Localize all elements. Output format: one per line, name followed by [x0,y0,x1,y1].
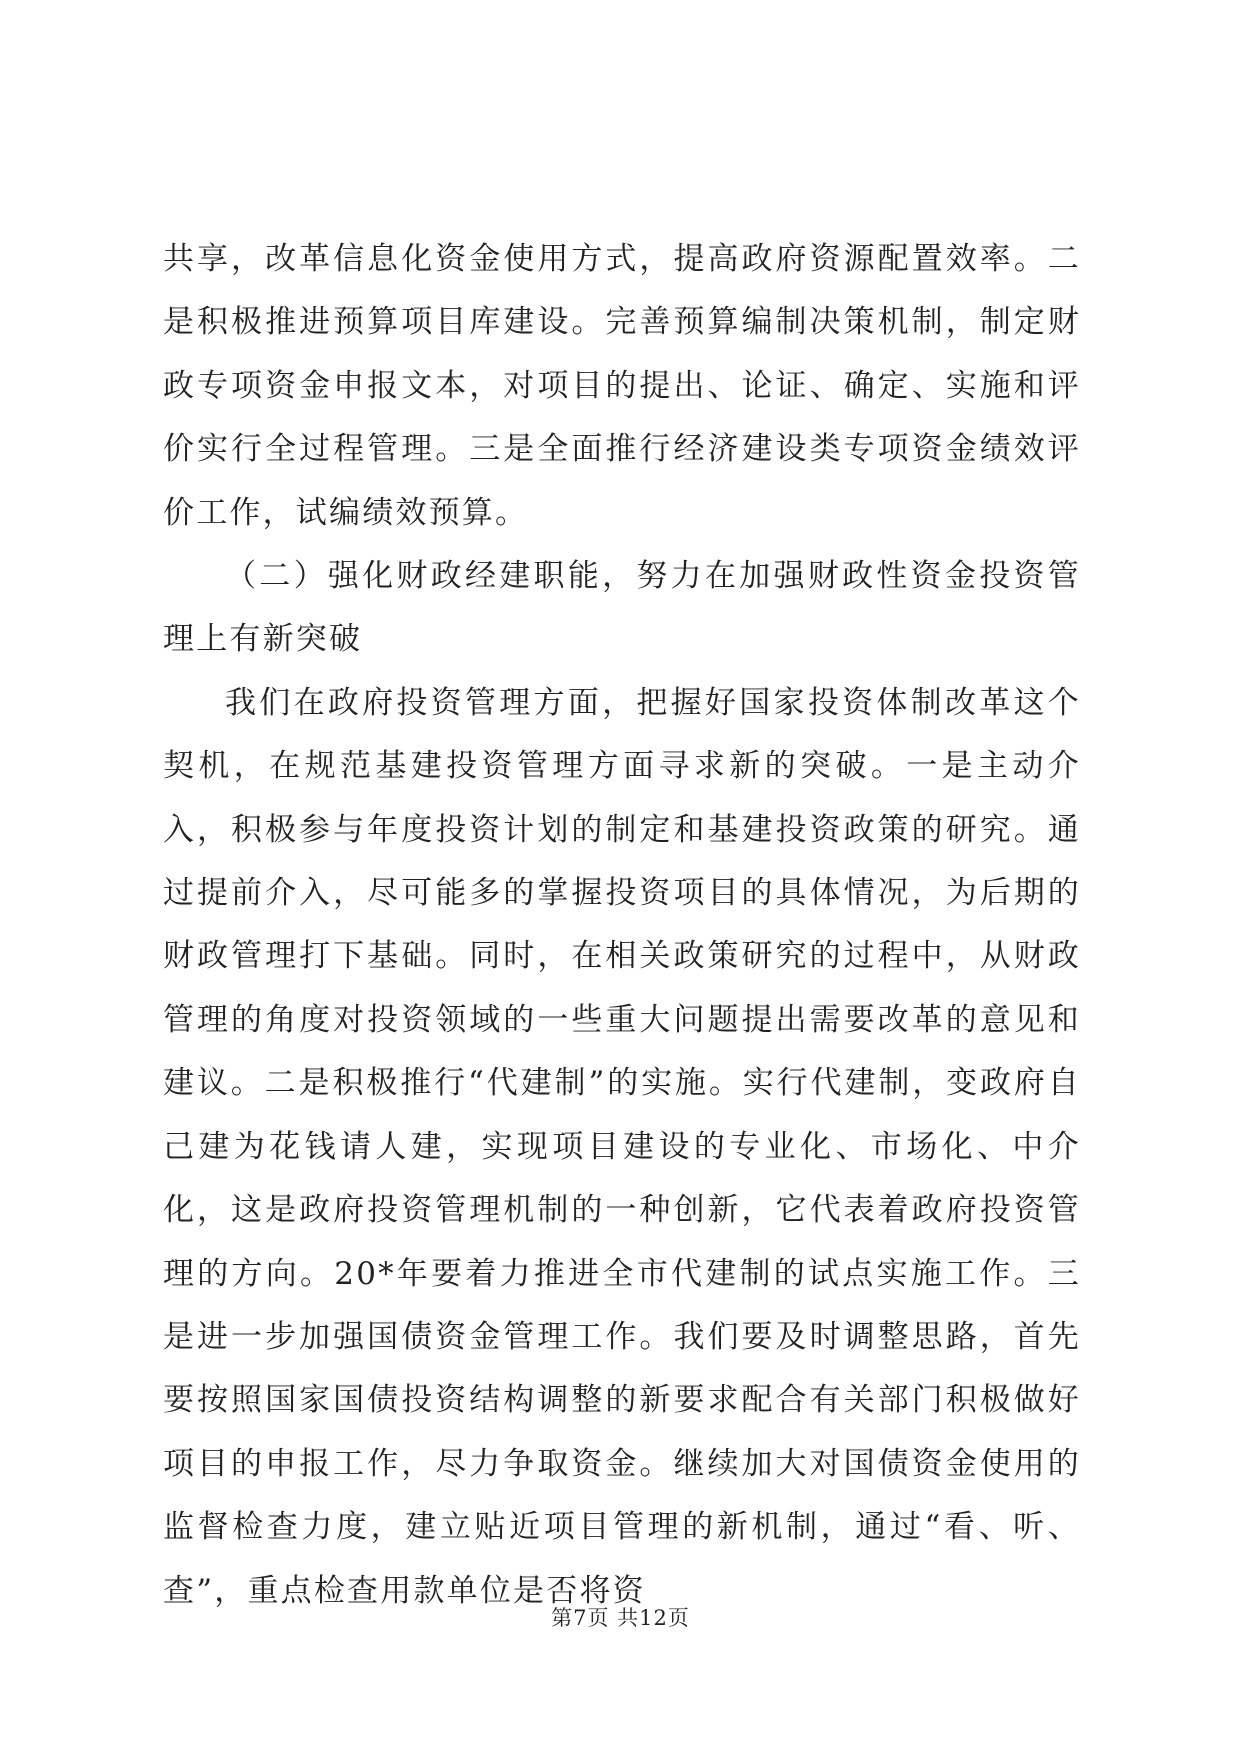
document-body [163,228,1081,1623]
paragraph-continuation: 共享，改革信息化资金使用方式，提高政府资源配置效率。二是积极推进预算项目库建设。完善预算编制决策机制，制定财政专项资金申报文本，对项目的提出、论证、确定、实施和评价实行全过程管理。三是全面推行经济建设类专项资金绩效评价工作，试编绩效预算。 [163,241,1081,531]
section-heading: （二）强化财政经建职能，努力在加强财政性资金投资管理上有新突破 [163,558,1081,658]
page-number-footer: 第7页 共12页 [551,1606,690,1630]
paragraph-investment-management: 我们在政府投资管理方面，把握好国家投资体制改革这个契机，在规范基建投资管理方面寻求新的突破。一是主动介入，积极参与年度投资计划的制定和基建投资政策的研究。通过提前介入，尽可能多的掌握投资项目的具体情况，为后期的财政管理打下基础。同时，在相关政策研究的过程中，从财政管理的角度对投资领域的一些重大问题提出需要改革的意见和建议。二是积极推行“代建制”的实施。实行代建制，变政府自己建为花钱请人建，实现项目建设的专业化、市场化、中介化，这是政府投资管理机制的一种创新，它代表着政府投资管理的方向。20*年要着力推进全市代建制的试点实施工作。三是进一步加强国债资金管理工作。我们要及时调整思路，首先要按照国家国债投资结构调整的新要求配合有关部门积极做好项目的申报工作，尽力争取资金。继续加大对国债资金使用的监督检查力度，建立贴近项目管理的新机制，通过“看、听、查”，重点检查用款单位是否将资 [163,684,1081,1609]
